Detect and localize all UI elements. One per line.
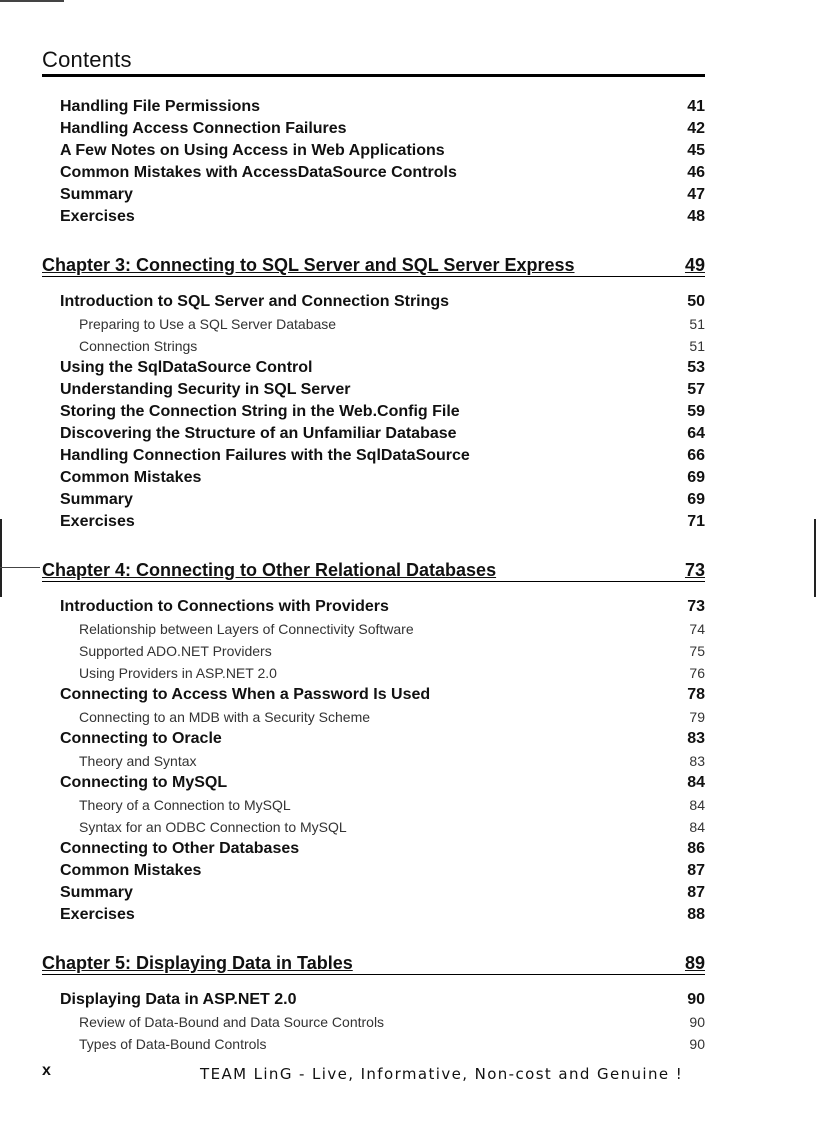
toc-section-entry[interactable]	[42, 489, 705, 511]
toc-entry-page: 73	[687, 598, 705, 615]
toc-entry-title: Introduction to SQL Server and Connection Strings	[60, 293, 450, 310]
toc-entry-title: Discovering the Structure of an Unfamiliar Database	[60, 425, 457, 442]
toc-entry-page: 51	[689, 316, 705, 332]
toc-subsection-entry[interactable]	[42, 618, 705, 640]
toc-section-entry[interactable]	[42, 96, 705, 118]
top-edge-mark	[0, 0, 64, 2]
toc-entry-page: 66	[687, 447, 705, 464]
toc-entry-title: Handling Access Connection Failures	[60, 120, 347, 137]
toc-entry-title: Introduction to Connections with Providers	[60, 598, 389, 615]
toc-entry-page: 76	[689, 665, 705, 681]
toc-section-entry[interactable]	[42, 772, 705, 794]
toc-entry-page: 50	[687, 293, 705, 310]
toc-subsection-entry[interactable]	[42, 1011, 705, 1033]
toc-entry-title: Connecting to an MDB with a Security Scheme	[79, 709, 371, 725]
toc-entry-page: 41	[687, 98, 705, 115]
toc-entry-title: Summary	[60, 186, 133, 203]
toc-chapter-heading[interactable]	[42, 948, 705, 975]
toc-section-entry[interactable]	[42, 511, 705, 533]
table-of-contents	[42, 96, 705, 1055]
toc-section-entry[interactable]	[42, 423, 705, 445]
toc-entry-title: A Few Notes on Using Access in Web Applications	[60, 142, 445, 159]
toc-entry-title: Chapter 3: Connecting to SQL Server and SQL Server Express	[42, 255, 575, 275]
toc-entry-page: 83	[687, 730, 705, 747]
toc-section-entry[interactable]	[42, 162, 705, 184]
toc-subsection-entry[interactable]	[42, 640, 705, 662]
toc-entry-title: Exercises	[60, 208, 135, 225]
toc-section-entry[interactable]	[42, 684, 705, 706]
toc-entry-title: Storing the Connection String in the Web.Config File	[60, 403, 460, 420]
toc-section-entry[interactable]	[42, 467, 705, 489]
toc-entry-page: 45	[687, 142, 705, 159]
toc-section-entry[interactable]	[42, 118, 705, 140]
toc-entry-page: 87	[687, 884, 705, 901]
toc-entry-title: Theory and Syntax	[79, 753, 197, 769]
toc-entry-title: Using the SqlDataSource Control	[60, 359, 313, 376]
toc-section-entry[interactable]	[42, 596, 705, 618]
toc-subsection-entry[interactable]	[42, 335, 705, 357]
toc-entry-title: Types of Data-Bound Controls	[79, 1036, 267, 1052]
toc-section-entry[interactable]	[42, 904, 705, 926]
toc-section-entry[interactable]	[42, 989, 705, 1011]
toc-section-entry[interactable]	[42, 860, 705, 882]
toc-entry-page: 74	[689, 621, 705, 637]
toc-entry-page: 84	[689, 797, 705, 813]
toc-chapter-heading[interactable]	[42, 555, 705, 582]
toc-section-entry[interactable]	[42, 357, 705, 379]
toc-entry-page: 69	[687, 469, 705, 486]
toc-entry-page: 49	[684, 255, 705, 275]
margin-tick	[0, 567, 40, 568]
toc-entry-page: 86	[687, 840, 705, 857]
toc-entry-title: Connecting to MySQL	[60, 774, 228, 791]
toc-entry-title: Common Mistakes	[60, 862, 202, 879]
toc-entry-page: 84	[687, 774, 705, 791]
toc-entry-title: Exercises	[60, 906, 135, 923]
toc-entry-title: Connecting to Oracle	[60, 730, 222, 747]
page-header	[42, 47, 705, 73]
toc-entry-page: 79	[689, 709, 705, 725]
toc-section-entry[interactable]	[42, 401, 705, 423]
toc-entry-page: 59	[687, 403, 705, 420]
toc-entry-title: Preparing to Use a SQL Server Database	[79, 316, 337, 332]
toc-entry-page: 84	[689, 819, 705, 835]
toc-entry-title: Chapter 5: Displaying Data in Tables	[42, 953, 353, 973]
toc-entry-page: 64	[687, 425, 705, 442]
toc-entry-title: Using Providers in ASP.NET 2.0	[79, 665, 277, 681]
toc-section-entry[interactable]	[42, 206, 705, 228]
toc-entry-page: 47	[687, 186, 705, 203]
toc-entry-title: Summary	[60, 491, 133, 508]
toc-subsection-entry[interactable]	[42, 750, 705, 772]
toc-entry-page: 46	[687, 164, 705, 181]
toc-entry-title: Understanding Security in SQL Server	[60, 381, 351, 398]
toc-entry-title: Supported ADO.NET Providers	[79, 643, 272, 659]
toc-entry-page: 90	[689, 1014, 705, 1030]
toc-entry-page: 88	[687, 906, 705, 923]
toc-entry-title: Connecting to Other Databases	[60, 840, 300, 857]
toc-entry-title: Relationship between Layers of Connectivity Software	[79, 621, 414, 637]
page-title: Contents	[42, 47, 132, 72]
toc-entry-title: Handling Connection Failures with the SqlDataSource	[60, 447, 470, 464]
toc-section-entry[interactable]	[42, 184, 705, 206]
left-margin-mark	[0, 519, 2, 597]
toc-section-entry[interactable]	[42, 882, 705, 904]
toc-entry-page: 78	[687, 686, 705, 703]
toc-entry-page: 90	[687, 991, 705, 1008]
toc-entry-title: Connecting to Access When a Password Is Used	[60, 686, 431, 703]
toc-subsection-entry[interactable]	[42, 706, 705, 728]
toc-subsection-entry[interactable]	[42, 816, 705, 838]
toc-entry-title: Chapter 4: Connecting to Other Relational Databases	[42, 560, 497, 580]
toc-section-entry[interactable]	[42, 445, 705, 467]
toc-entry-title: Theory of a Connection to MySQL	[79, 797, 291, 813]
toc-section-entry[interactable]	[42, 728, 705, 750]
footer-page-number: x	[42, 1062, 51, 1079]
toc-entry-page: 42	[687, 120, 705, 137]
toc-entry-page: 73	[684, 560, 705, 580]
toc-entry-page: 51	[689, 338, 705, 354]
footer-text: TEAM LinG - Live, Informative, Non-cost and Genuine !	[200, 1065, 684, 1083]
toc-section-entry[interactable]	[42, 291, 705, 313]
toc-entry-title: Exercises	[60, 513, 135, 530]
toc-entry-title: Common Mistakes	[60, 469, 202, 486]
header-rule	[42, 74, 705, 77]
toc-subsection-entry[interactable]	[42, 313, 705, 335]
toc-entry-title: Displaying Data in ASP.NET 2.0	[60, 991, 297, 1008]
toc-entry-page: 57	[687, 381, 705, 398]
toc-entry-page: 90	[689, 1036, 705, 1052]
toc-entry-title: Syntax for an ODBC Connection to MySQL	[79, 819, 347, 835]
toc-subsection-entry[interactable]	[42, 1033, 705, 1055]
toc-entry-title: Common Mistakes with AccessDataSource Controls	[60, 164, 457, 181]
toc-entry-title: Connection Strings	[79, 338, 198, 354]
toc-entry-page: 75	[689, 643, 705, 659]
toc-subsection-entry[interactable]	[42, 794, 705, 816]
toc-section-entry[interactable]	[42, 838, 705, 860]
toc-entry-page: 71	[687, 513, 705, 530]
toc-entry-page: 87	[687, 862, 705, 879]
toc-section-entry[interactable]	[42, 140, 705, 162]
toc-chapter-heading[interactable]	[42, 250, 705, 277]
toc-entry-title: Handling File Permissions	[60, 98, 261, 115]
toc-entry-title: Summary	[60, 884, 133, 901]
toc-entry-page: 89	[684, 953, 705, 973]
toc-entry-page: 83	[689, 753, 705, 769]
toc-entry-page: 69	[687, 491, 705, 508]
toc-entry-title: Review of Data-Bound and Data Source Controls	[79, 1014, 385, 1030]
toc-subsection-entry[interactable]	[42, 662, 705, 684]
toc-entry-page: 53	[687, 359, 705, 376]
toc-section-entry[interactable]	[42, 379, 705, 401]
toc-entry-page: 48	[687, 208, 705, 225]
